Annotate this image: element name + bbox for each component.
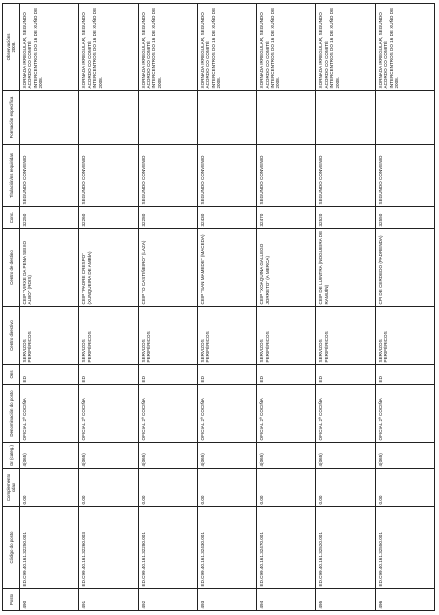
cell-observacions: XORNADA IRREGULAR, SEGUNDO ACORDO CO COMITÉ INTERCENTROS DO 16 DE XUÑO DE 2008. — [138, 4, 197, 91]
cell-denominacion: OFICIAL 2ª COCIÑA — [79, 385, 138, 443]
cell-posto: 491 — [79, 589, 138, 611]
cell-observacions: XORNADA IRREGULAR, SEGUNDO ACORDO CO COMITÉ INTERCENTROS DO 16 DE XUÑO DE 2008. — [316, 4, 375, 91]
cell-titulacion: SEGUNDO CONVENIO — [138, 145, 197, 207]
cell-gr: 4(065) — [138, 443, 197, 469]
cell-denominacion: OFICIAL 2ª COCIÑA — [316, 385, 375, 443]
cell-conc: 32280 — [138, 207, 197, 229]
cell-gr: 4(065) — [197, 443, 256, 469]
continued-observation-text: 2008. — [11, 41, 16, 53]
cell-complemento: 0.00 — [257, 469, 316, 507]
cell-codigo: ED.C99.40.161.32470.001 — [257, 507, 316, 589]
cell-gr: 4(065) — [257, 443, 316, 469]
cell-codigo: ED.C99.40.161.32280.001 — [138, 507, 197, 589]
header-gr: Gr (categ.) — [3, 443, 20, 469]
cell-observacions: XORNADA IRREGULAR, SEGUNDO ACORDO CO COMITÉ INTERCENTROS DO 16 DE XUÑO DE 2008. — [257, 4, 316, 91]
cell-titulacion: SEGUNDO CONVENIO — [20, 145, 79, 207]
cell-complemento: 0.00 — [375, 469, 434, 507]
cell-titulacion: SEGUNDO CONVENIO — [316, 145, 375, 207]
cell-ons: ED — [316, 365, 375, 385]
cell-posto: 495 — [316, 589, 375, 611]
cell-denominacion: OFICIAL 2ª COCIÑA — [375, 385, 434, 443]
cell-gr: 4(065) — [20, 443, 79, 469]
cell-denominacion: OFICIAL 2ª COCIÑA — [20, 385, 79, 443]
table-row — [197, 4, 256, 611]
cell-posto: 493 — [197, 589, 256, 611]
cell-centro-directivo: SERVIZOS PERIFÉRICOS — [20, 307, 79, 365]
cell-observacions: XORNADA IRREGULAR, SEGUNDO ACORDO CO COMITÉ INTERCENTROS DO 16 DE XUÑO DE 2008. — [375, 4, 434, 91]
cell-formacion — [138, 91, 197, 145]
header-formacion: Formación específica — [3, 91, 20, 145]
cell-titulacion: SEGUNDO CONVENIO — [197, 145, 256, 207]
cell-complemento: 0.00 — [316, 469, 375, 507]
table-row — [375, 4, 434, 611]
cell-formacion — [79, 91, 138, 145]
header-centro-directivo: Centro directivo — [3, 307, 20, 365]
cell-ons: ED — [197, 365, 256, 385]
cell-observacions: XORNADA IRREGULAR, SEGUNDO ACORDO CO COMITÉ INTERCENTROS DO 16 DE XUÑO DE 2008. — [79, 4, 138, 91]
cell-conc: 32470 — [257, 207, 316, 229]
table-row — [316, 4, 375, 611]
cell-formacion — [375, 91, 434, 145]
header-conc: Conc. — [3, 207, 20, 229]
cell-titulacion: SEGUNDO CONVENIO — [375, 145, 434, 207]
cell-centro-directivo: SERVIZOS PERIFÉRICOS — [316, 307, 375, 365]
cell-posto: 494 — [257, 589, 316, 611]
header-titulacion: Titulación/ns requiridas — [3, 145, 20, 207]
cell-codigo: ED.C99.40.161.32520.001 — [316, 507, 375, 589]
cell-ons: ED — [20, 365, 79, 385]
cell-complemento: 0.00 — [79, 469, 138, 507]
cell-codigo: ED.C99.40.161.32430.001 — [197, 507, 256, 589]
table-header-row — [3, 4, 20, 611]
cell-observacions: XORNADA IRREGULAR, SEGUNDO ACORDO CO COMITÉ INTERCENTROS DO 16 DE XUÑO DE 2008. — [20, 4, 79, 91]
cell-centro-directivo: SERVIZOS PERIFÉRICOS — [79, 307, 138, 365]
table-row — [257, 4, 316, 611]
header-centro-destino: Centro de destino — [3, 229, 20, 307]
cell-centro-destino: CPI DE CERDEDO (PADRENDA) — [375, 229, 434, 307]
cell-complemento: 0.00 — [197, 469, 256, 507]
cell-centro-destino: CEIP "PADRE CRESPO" (XUNQUEIRA DE AMBÍA) — [79, 229, 138, 307]
cell-centro-directivo: SERVIZOS PERIFÉRICOS — [138, 307, 197, 365]
cell-centro-destino: CEIP "XOAQUINA GALLEGO JORRETO" (A MERCA) — [257, 229, 316, 307]
cell-centro-destino: CEIP "SAN MAMEDE" (MACEDA) — [197, 229, 256, 307]
header-denominacion: Denominación do posto — [3, 385, 20, 443]
cell-ons: ED — [257, 365, 316, 385]
cell-centro-directivo: SERVIZOS PERIFÉRICOS — [197, 307, 256, 365]
cell-codigo: ED.C99.40.161.32550.001 — [375, 507, 434, 589]
header-observacions-label: Observacións — [6, 33, 11, 61]
cell-conc: 32550 — [375, 207, 434, 229]
cell-formacion — [20, 91, 79, 145]
cell-centro-directivo: SERVIZOS PERIFÉRICOS — [375, 307, 434, 365]
cell-conc: 32520 — [316, 207, 375, 229]
header-observacions — [3, 4, 20, 91]
cell-titulacion: SEGUNDO CONVENIO — [79, 145, 138, 207]
cell-gr: 4(065) — [79, 443, 138, 469]
table-row — [79, 4, 138, 611]
cell-conc: 32430 — [197, 207, 256, 229]
table-row — [20, 4, 79, 611]
header-codigo: Código do posto — [3, 507, 20, 589]
cell-ons: ED — [138, 365, 197, 385]
cell-centro-destino: CEIP DE LUINTRA (NOGUEIRA DE RAMUÍN) — [316, 229, 375, 307]
cell-denominacion: OFICIAL 2ª COCIÑA — [197, 385, 256, 443]
cell-observacions: XORNADA IRREGULAR, SEGUNDO ACORDO CO COMITÉ INTERCENTROS DO 16 DE XUÑO DE 2008. — [197, 4, 256, 91]
table-body — [20, 4, 435, 611]
cell-complemento: 0.00 — [138, 469, 197, 507]
cell-formacion — [316, 91, 375, 145]
cell-codigo: ED.C99.40.161.32260.003 — [79, 507, 138, 589]
cell-conc: 32260 — [79, 207, 138, 229]
cell-centro-destino: CEIP "VIRXE DA PENA SEIXO ALBO" (ROIS) — [20, 229, 79, 307]
cell-posto: 490 — [20, 589, 79, 611]
cell-centro-directivo: SERVIZOS PERIFÉRICOS — [257, 307, 316, 365]
cell-denominacion: OFICIAL 2ª COCIÑA — [257, 385, 316, 443]
cell-centro-destino: CEIP "O CASTIÑEIRO" (LAZA) — [138, 229, 197, 307]
header-posto: Posto — [3, 589, 20, 611]
cell-ons: ED — [79, 365, 138, 385]
table-row — [138, 4, 197, 611]
cell-ons: ED — [375, 365, 434, 385]
cell-formacion — [197, 91, 256, 145]
cell-codigo: ED.C99.40.161.32250.001 — [20, 507, 79, 589]
cell-complemento: 0.00 — [20, 469, 79, 507]
cell-gr: 4(065) — [316, 443, 375, 469]
positions-table — [2, 3, 435, 611]
cell-posto: 492 — [138, 589, 197, 611]
cell-posto: 496 — [375, 589, 434, 611]
cell-conc: 32250 — [20, 207, 79, 229]
cell-formacion — [257, 91, 316, 145]
cell-gr: 4(065) — [375, 443, 434, 469]
cell-titulacion: SEGUNDO CONVENIO — [257, 145, 316, 207]
header-complemento: Complemento cdax — [3, 469, 20, 507]
cell-denominacion: OFICIAL 2ª COCIÑA — [138, 385, 197, 443]
header-ons: Ons — [3, 365, 20, 385]
